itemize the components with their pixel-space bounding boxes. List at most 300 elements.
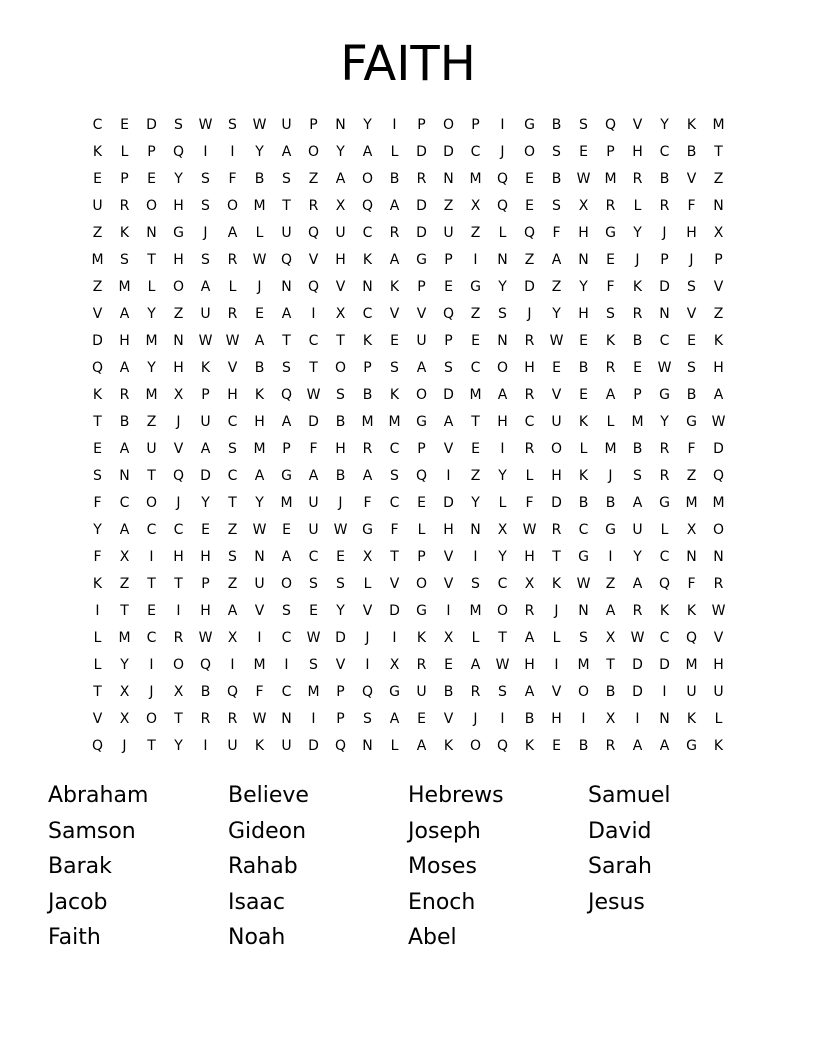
word-bank-item: Barak [48, 854, 112, 880]
grid-letter: F [363, 495, 372, 511]
grid-letter: Q [91, 738, 104, 754]
grid-letter: K [713, 738, 724, 754]
grid-letter: S [228, 549, 237, 565]
grid-letter: W [252, 252, 267, 268]
grid-letter: C [308, 549, 319, 565]
grid-letter: S [633, 468, 642, 484]
grid-letter: Y [201, 495, 210, 511]
grid-letter: O [226, 198, 239, 214]
grid-letter: S [228, 441, 237, 457]
grid-letter: P [444, 333, 453, 349]
grid-letter: K [389, 279, 400, 295]
grid-letter: Y [471, 495, 480, 511]
word-bank [48, 778, 768, 956]
grid-letter: L [714, 711, 723, 727]
grid-letter: U [308, 522, 319, 538]
grid-letter: G [524, 117, 535, 133]
grid-letter: H [173, 549, 184, 565]
grid-letter: S [606, 306, 615, 322]
grid-letter: F [390, 522, 399, 538]
grid-letter: Z [713, 171, 724, 187]
grid-letter: U [443, 225, 454, 241]
grid-letter: P [417, 549, 426, 565]
grid-letter: I [311, 711, 316, 727]
grid-letter: I [500, 441, 505, 457]
grid-letter: O [280, 576, 293, 592]
grid-letter: C [281, 630, 292, 646]
grid-letter: S [552, 198, 561, 214]
grid-letter: S [174, 117, 183, 133]
grid-letter: K [416, 630, 427, 646]
grid-letter: I [554, 657, 559, 673]
grid-letter: Y [633, 549, 642, 565]
grid-letter: X [362, 549, 373, 565]
grid-letter: J [689, 252, 694, 268]
grid-letter: U [200, 414, 211, 430]
grid-letter: L [390, 144, 399, 160]
grid-letter: S [336, 576, 345, 592]
grid-row [84, 598, 732, 625]
grid-letter: E [471, 333, 480, 349]
grid-letter: V [632, 117, 643, 133]
letter-grid [84, 112, 732, 760]
grid-letter: Q [658, 576, 671, 592]
grid-letter: B [254, 360, 265, 376]
grid-letter: R [659, 198, 670, 214]
grid-row [84, 652, 732, 679]
grid-letter: M [253, 441, 266, 457]
grid-letter: R [389, 225, 400, 241]
grid-letter: V [443, 711, 454, 727]
grid-letter: P [201, 387, 210, 403]
grid-letter: O [712, 522, 725, 538]
grid-letter: H [524, 657, 535, 673]
grid-letter: C [119, 495, 130, 511]
grid-letter: A [119, 522, 130, 538]
grid-letter: N [254, 549, 265, 565]
grid-letter: E [93, 171, 102, 187]
grid-letter: A [524, 684, 535, 700]
grid-letter: A [632, 738, 643, 754]
grid-letter: P [660, 252, 669, 268]
grid-letter: Y [498, 549, 507, 565]
word-bank-item: Abel [408, 925, 457, 951]
grid-letter: A [362, 468, 373, 484]
grid-letter: Y [633, 225, 642, 241]
grid-letter: Z [470, 306, 481, 322]
grid-letter: I [203, 144, 208, 160]
grid-letter: K [389, 387, 400, 403]
grid-letter: Z [227, 576, 238, 592]
grid-letter: N [497, 252, 508, 268]
grid-letter: M [604, 441, 617, 457]
grid-letter: I [500, 117, 505, 133]
grid-letter: J [203, 225, 208, 241]
grid-letter: M [253, 657, 266, 673]
grid-letter: U [308, 495, 319, 511]
grid-letter: L [633, 198, 642, 214]
grid-letter: O [361, 171, 374, 187]
grid-letter: B [632, 441, 643, 457]
word-bank-item: Abraham [48, 783, 149, 808]
grid-letter: G [659, 387, 670, 403]
grid-letter: V [551, 387, 562, 403]
grid-letter: S [201, 171, 210, 187]
grid-letter: B [578, 738, 589, 754]
grid-letter: G [362, 522, 373, 538]
grid-letter: C [227, 468, 238, 484]
grid-letter: Q [334, 738, 347, 754]
grid-letter: C [470, 144, 481, 160]
grid-letter: A [551, 252, 562, 268]
grid-letter: Z [119, 576, 130, 592]
grid-letter: Z [551, 279, 562, 295]
grid-letter: L [498, 225, 507, 241]
grid-letter: R [470, 684, 481, 700]
grid-letter: W [252, 522, 267, 538]
grid-letter: I [392, 117, 397, 133]
word-bank-item: David [588, 818, 652, 844]
grid-letter: P [714, 252, 723, 268]
grid-letter: S [498, 684, 507, 700]
grid-row [84, 625, 732, 652]
grid-letter: J [500, 144, 505, 160]
grid-letter: Q [496, 738, 509, 754]
grid-letter: M [118, 630, 131, 646]
grid-letter: E [633, 360, 642, 376]
grid-letter: X [713, 225, 724, 241]
grid-letter: T [282, 333, 291, 349]
grid-letter: V [92, 306, 103, 322]
grid-letter: I [149, 549, 154, 565]
grid-letter: R [632, 603, 643, 619]
word-bank-item: Faith [48, 925, 101, 951]
grid-letter: E [282, 522, 291, 538]
grid-letter: K [92, 387, 103, 403]
grid-letter: N [443, 171, 454, 187]
grid-letter: T [471, 414, 480, 430]
grid-letter: D [416, 225, 427, 241]
grid-letter: Q [226, 684, 239, 700]
grid-letter: N [578, 252, 589, 268]
grid-letter: I [635, 711, 640, 727]
grid-letter: W [711, 603, 726, 619]
grid-letter: A [335, 171, 346, 187]
grid-letter: D [416, 198, 427, 214]
grid-letter: I [257, 630, 262, 646]
grid-letter: S [309, 576, 318, 592]
grid-letter: E [201, 522, 210, 538]
grid-letter: O [145, 711, 158, 727]
grid-letter: M [712, 117, 725, 133]
grid-letter: N [659, 306, 670, 322]
grid-letter: C [524, 414, 535, 430]
grid-letter: V [92, 711, 103, 727]
grid-letter: S [228, 117, 237, 133]
grid-letter: X [497, 522, 508, 538]
grid-letter: Y [255, 495, 264, 511]
grid-letter: J [122, 738, 127, 754]
grid-letter: I [446, 603, 451, 619]
grid-letter: L [120, 144, 129, 160]
grid-letter: H [524, 549, 535, 565]
word-bank-item: Moses [408, 854, 477, 880]
grid-letter: E [336, 549, 345, 565]
word-bank-item: Sarah [588, 854, 652, 880]
grid-letter: S [552, 144, 561, 160]
grid-letter: U [686, 684, 697, 700]
grid-letter: N [173, 333, 184, 349]
grid-letter: D [308, 738, 319, 754]
word-bank-item: Rahab [228, 854, 298, 880]
grid-letter: H [578, 306, 589, 322]
grid-letter: Z [308, 171, 319, 187]
grid-letter: L [552, 630, 561, 646]
grid-letter: N [686, 549, 697, 565]
grid-letter: E [147, 603, 156, 619]
grid-letter: Q [307, 279, 320, 295]
grid-letter: H [578, 225, 589, 241]
grid-letter: V [308, 252, 319, 268]
grid-letter: W [306, 387, 321, 403]
grid-letter: E [579, 144, 588, 160]
grid-letter: D [389, 603, 400, 619]
grid-letter: A [200, 279, 211, 295]
grid-letter: E [390, 333, 399, 349]
grid-letter: C [362, 306, 373, 322]
grid-letter: G [416, 414, 427, 430]
grid-letter: V [335, 657, 346, 673]
grid-letter: D [200, 468, 211, 484]
grid-letter: C [659, 630, 670, 646]
grid-letter: A [416, 738, 427, 754]
grid-letter: X [524, 576, 535, 592]
grid-letter: N [119, 468, 130, 484]
grid-letter: D [416, 144, 427, 160]
word-bank-item: Noah [228, 925, 286, 951]
grid-letter: D [308, 414, 319, 430]
grid-letter: E [525, 198, 534, 214]
grid-letter: K [659, 603, 670, 619]
grid-letter: A [713, 387, 724, 403]
grid-letter: M [118, 279, 131, 295]
grid-letter: M [145, 387, 158, 403]
grid-letter: Q [307, 225, 320, 241]
grid-letter: U [281, 225, 292, 241]
grid-letter: Y [552, 306, 561, 322]
grid-letter: Z [173, 306, 184, 322]
grid-letter: W [549, 333, 564, 349]
grid-letter: Y [147, 306, 156, 322]
grid-letter: Y [579, 279, 588, 295]
grid-letter: T [282, 198, 291, 214]
grid-letter: Z [443, 198, 454, 214]
grid-letter: S [579, 117, 588, 133]
word-bank-item: Isaac [228, 889, 286, 915]
grid-letter: L [147, 279, 156, 295]
grid-letter: P [606, 144, 615, 160]
grid-letter: U [713, 684, 724, 700]
grid-letter: X [119, 549, 130, 565]
grid-letter: Q [604, 117, 617, 133]
grid-letter: I [500, 711, 505, 727]
grid-letter: Z [686, 468, 697, 484]
grid-letter: A [605, 603, 616, 619]
grid-letter: D [659, 657, 670, 673]
grid-letter: T [147, 252, 156, 268]
grid-letter: W [225, 333, 240, 349]
grid-letter: R [524, 441, 535, 457]
word-bank-item: Jesus [588, 889, 645, 915]
grid-letter: F [309, 441, 318, 457]
grid-letter: K [362, 252, 373, 268]
grid-letter: A [632, 495, 643, 511]
grid-letter: P [363, 360, 372, 376]
grid-letter: A [119, 441, 130, 457]
grid-letter: Z [713, 306, 724, 322]
grid-letter: B [578, 495, 589, 511]
grid-letter: P [417, 441, 426, 457]
grid-letter: I [95, 603, 100, 619]
grid-letter: A [524, 630, 535, 646]
grid-letter: A [389, 711, 400, 727]
grid-row [84, 274, 732, 301]
grid-row [84, 355, 732, 382]
grid-letter: B [335, 468, 346, 484]
grid-letter: J [257, 279, 262, 295]
grid-letter: W [333, 522, 348, 538]
grid-letter: P [336, 711, 345, 727]
grid-letter: F [93, 495, 102, 511]
grid-letter: B [254, 171, 265, 187]
grid-letter: Q [361, 684, 374, 700]
grid-letter: Z [227, 522, 238, 538]
grid-letter: G [416, 603, 427, 619]
grid-letter: R [119, 387, 130, 403]
grid-letter: Q [523, 225, 536, 241]
word-bank-item: Enoch [408, 889, 476, 915]
grid-letter: G [173, 225, 184, 241]
grid-letter: G [686, 414, 697, 430]
grid-letter: P [471, 117, 480, 133]
grid-letter: G [605, 225, 616, 241]
grid-letter: X [335, 198, 346, 214]
grid-letter: S [201, 198, 210, 214]
grid-letter: Z [92, 225, 103, 241]
grid-letter: R [659, 468, 670, 484]
grid-letter: E [471, 441, 480, 457]
grid-letter: N [146, 225, 157, 241]
grid-row [84, 409, 732, 436]
grid-letter: J [149, 684, 154, 700]
grid-letter: Y [660, 117, 669, 133]
grid-letter: W [495, 657, 510, 673]
grid-letter: U [281, 738, 292, 754]
grid-letter: A [443, 414, 454, 430]
grid-letter: J [176, 414, 181, 430]
grid-letter: M [388, 414, 401, 430]
grid-letter: K [362, 333, 373, 349]
grid-letter: I [662, 684, 667, 700]
word-bank-item: Samson [48, 818, 136, 844]
grid-letter: K [578, 468, 589, 484]
grid-letter: K [92, 576, 103, 592]
grid-letter: H [173, 198, 184, 214]
grid-letter: W [576, 171, 591, 187]
grid-letter: B [551, 171, 562, 187]
grid-letter: D [632, 684, 643, 700]
grid-letter: Y [255, 144, 264, 160]
grid-letter: P [147, 144, 156, 160]
grid-letter: K [200, 360, 211, 376]
grid-letter: U [146, 441, 157, 457]
grid-letter: H [686, 225, 697, 241]
grid-letter: I [473, 549, 478, 565]
grid-row [84, 166, 732, 193]
grid-letter: X [173, 387, 184, 403]
grid-letter: K [578, 414, 589, 430]
grid-letter: S [336, 387, 345, 403]
grid-letter: P [417, 279, 426, 295]
grid-letter: I [446, 468, 451, 484]
grid-letter: V [362, 603, 373, 619]
grid-letter: S [363, 711, 372, 727]
grid-letter: A [281, 144, 292, 160]
grid-letter: R [551, 522, 562, 538]
grid-letter: H [524, 360, 535, 376]
grid-letter: T [147, 738, 156, 754]
grid-letter: C [227, 414, 238, 430]
word-bank-item: Hebrews [408, 783, 504, 808]
grid-letter: O [550, 441, 563, 457]
grid-letter: B [605, 684, 616, 700]
grid-row [84, 301, 732, 328]
grid-letter: K [551, 576, 562, 592]
grid-letter: M [280, 495, 293, 511]
grid-letter: V [686, 306, 697, 322]
grid-letter: N [362, 738, 373, 754]
grid-letter: Q [280, 252, 293, 268]
grid-letter: T [552, 549, 561, 565]
grid-letter: C [146, 630, 157, 646]
grid-letter: A [659, 738, 670, 754]
grid-letter: T [498, 630, 507, 646]
grid-letter: N [659, 711, 670, 727]
grid-letter: N [281, 711, 292, 727]
grid-letter: B [200, 684, 211, 700]
grid-letter: H [254, 414, 265, 430]
grid-letter: Y [363, 117, 372, 133]
grid-letter: A [308, 468, 319, 484]
grid-letter: C [497, 576, 508, 592]
grid-letter: X [389, 657, 400, 673]
grid-letter: S [93, 468, 102, 484]
grid-letter: M [469, 387, 482, 403]
grid-letter: V [551, 684, 562, 700]
grid-letter: A [200, 441, 211, 457]
grid-letter: A [497, 387, 508, 403]
grid-letter: V [686, 171, 697, 187]
grid-letter: T [93, 684, 102, 700]
grid-letter: D [551, 495, 562, 511]
grid-letter: A [632, 576, 643, 592]
grid-letter: V [389, 306, 400, 322]
grid-letter: D [443, 495, 454, 511]
grid-letter: Q [91, 360, 104, 376]
grid-letter: F [552, 225, 561, 241]
grid-letter: V [254, 603, 265, 619]
grid-letter: W [630, 630, 645, 646]
